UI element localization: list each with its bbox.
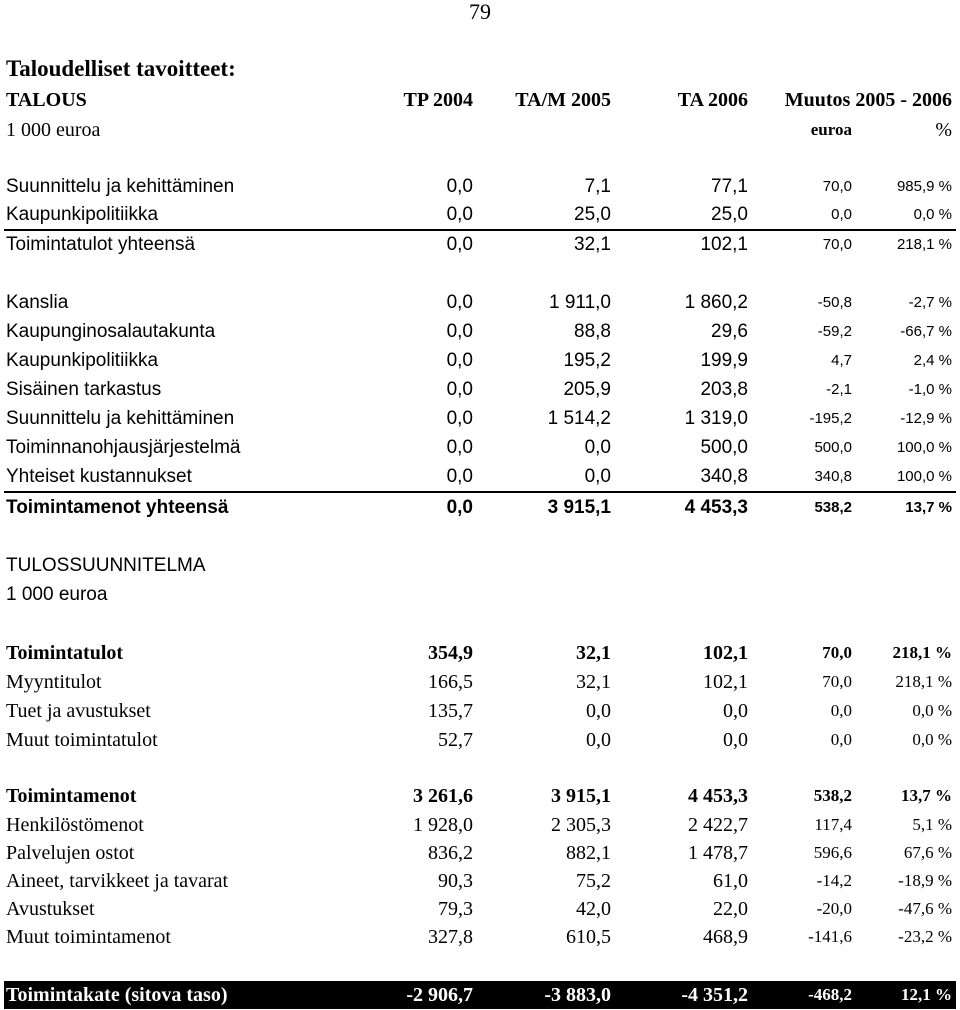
page-title: Taloudelliset tavoitteet: bbox=[6, 56, 236, 81]
cell-ta2006: 102,1 bbox=[700, 234, 748, 255]
row-label: Toimintakate (sitova taso) bbox=[6, 984, 228, 1006]
cell-tp2004: 836,2 bbox=[428, 842, 473, 864]
row-label: Myyntitulot bbox=[6, 671, 102, 693]
cell-ta2005: 610,5 bbox=[566, 926, 611, 948]
table-row bbox=[0, 839, 960, 867]
table-row bbox=[0, 811, 960, 839]
col-change-header: Muutos 2005 - 2006 bbox=[784, 89, 952, 111]
cell-change-pct: -66,7 % bbox=[900, 323, 952, 340]
cell-ta2005: 882,1 bbox=[566, 842, 611, 864]
row-label: Kaupunkipolitiikka bbox=[6, 204, 159, 225]
cell-change-pct: 0,0 % bbox=[913, 206, 952, 223]
table-row bbox=[0, 434, 960, 462]
cell-ta2006: 22,0 bbox=[713, 898, 748, 920]
cell-change-eur: 538,2 bbox=[813, 786, 852, 805]
row-label: Tuet ja avustukset bbox=[6, 700, 151, 722]
cell-ta2006: 0,0 bbox=[723, 729, 748, 751]
cell-change-eur: 538,2 bbox=[814, 499, 852, 516]
cell-change-pct: 100,0 % bbox=[896, 439, 952, 456]
cell-ta2006: 0,0 bbox=[723, 700, 748, 722]
row-label: Henkilöstömenot bbox=[6, 814, 144, 836]
cell-change-eur: 4,7 bbox=[831, 352, 852, 369]
cell-ta2005: 205,9 bbox=[563, 379, 611, 400]
table-row bbox=[0, 201, 960, 229]
cell-change-pct: -23,2 % bbox=[898, 927, 952, 946]
cell-change-eur: -20,0 bbox=[816, 899, 852, 918]
row-label: Palvelujen ostot bbox=[6, 842, 135, 864]
cell-tp2004: -2 906,7 bbox=[406, 984, 473, 1006]
cell-change-eur: 70,0 bbox=[822, 178, 852, 195]
cell-tp2004: 0,0 bbox=[446, 234, 473, 255]
cell-ta2005: 0,0 bbox=[586, 700, 611, 722]
cell-ta2006: 468,9 bbox=[703, 926, 748, 948]
cell-ta2006: 25,0 bbox=[711, 204, 748, 225]
row-label: Toimintamenot yhteensä bbox=[6, 497, 229, 518]
cell-change-pct: -18,9 % bbox=[898, 871, 952, 890]
row-label: Suunnittelu ja kehittäminen bbox=[6, 408, 235, 429]
cell-ta2006: 1 319,0 bbox=[684, 408, 748, 429]
cell-change-eur: 500,0 bbox=[814, 439, 852, 456]
section-heading bbox=[0, 552, 960, 580]
cell-tp2004: 166,5 bbox=[428, 671, 473, 693]
cell-change-eur: -195,2 bbox=[809, 410, 852, 427]
cell-ta2005: 1 514,2 bbox=[547, 408, 611, 429]
cell-change-pct: 12,1 % bbox=[901, 985, 952, 1004]
table-row bbox=[0, 867, 960, 895]
talous-label: TALOUS bbox=[6, 89, 87, 111]
tulos-heading: TULOSSUUNNITELMA bbox=[6, 555, 206, 576]
cell-tp2004: 3 261,6 bbox=[413, 785, 473, 807]
cell-tp2004: 0,0 bbox=[446, 466, 473, 487]
cell-tp2004: 52,7 bbox=[438, 729, 473, 751]
cell-ta2006: 4 453,3 bbox=[684, 497, 748, 518]
cell-change-eur: 0,0 bbox=[830, 730, 852, 749]
cell-change-pct: 13,7 % bbox=[901, 786, 952, 805]
table-row bbox=[0, 289, 960, 317]
cell-ta2006: 29,6 bbox=[711, 321, 748, 342]
row-label: Toimintatulot bbox=[6, 642, 124, 664]
table-row bbox=[0, 318, 960, 346]
cell-tp2004: 0,0 bbox=[446, 321, 473, 342]
cell-ta2006: 4 453,3 bbox=[688, 785, 748, 807]
unit-label: 1 000 euroa bbox=[6, 119, 101, 141]
cell-change-eur: 70,0 bbox=[822, 236, 852, 253]
cell-change-pct: 218,1 % bbox=[895, 672, 952, 691]
cell-ta2006: 500,0 bbox=[700, 437, 748, 458]
page-number: 79 bbox=[469, 0, 491, 24]
cell-ta2005: 195,2 bbox=[563, 350, 611, 371]
cell-change-eur: -50,8 bbox=[817, 294, 852, 311]
table-row bbox=[0, 895, 960, 923]
cell-tp2004: 0,0 bbox=[446, 350, 473, 371]
cell-tp2004: 0,0 bbox=[446, 292, 473, 313]
cell-change-eur: -468,2 bbox=[808, 985, 852, 1004]
row-label: Kaupunkipolitiikka bbox=[6, 350, 159, 371]
cell-change-eur: 70,0 bbox=[822, 672, 852, 691]
total-row bbox=[0, 231, 960, 259]
cell-tp2004: 79,3 bbox=[438, 898, 473, 920]
cell-change-pct: 985,9 % bbox=[896, 178, 952, 195]
table-row bbox=[0, 697, 960, 725]
cell-tp2004: 0,0 bbox=[446, 204, 473, 225]
table-row bbox=[0, 463, 960, 491]
cell-change-pct: -2,7 % bbox=[908, 294, 952, 311]
cell-tp2004: 90,3 bbox=[438, 870, 473, 892]
talous-unit-row bbox=[0, 116, 960, 144]
tulos-unit: 1 000 euroa bbox=[6, 584, 108, 605]
cell-ta2005: 25,0 bbox=[574, 204, 611, 225]
cell-change-eur: 70,0 bbox=[822, 643, 852, 662]
col-ta2005-header: TA/M 2005 bbox=[515, 89, 611, 111]
cell-change-pct: 13,7 % bbox=[905, 499, 952, 516]
cell-ta2005: 32,1 bbox=[574, 234, 611, 255]
table-row bbox=[0, 668, 960, 696]
cell-tp2004: 1 928,0 bbox=[413, 814, 473, 836]
cell-ta2005: 75,2 bbox=[576, 870, 611, 892]
cell-ta2006: 203,8 bbox=[700, 379, 748, 400]
cell-ta2005: 42,0 bbox=[576, 898, 611, 920]
row-label: Muut toimintamenot bbox=[6, 926, 171, 948]
cell-change-pct: 0,0 % bbox=[912, 730, 952, 749]
cell-change-pct: 0,0 % bbox=[912, 701, 952, 720]
cell-ta2005: 32,1 bbox=[576, 642, 611, 664]
row-label: Kaupunginosalautakunta bbox=[6, 321, 216, 342]
cell-tp2004: 0,0 bbox=[446, 379, 473, 400]
cell-change-pct: -1,0 % bbox=[908, 381, 952, 398]
table-row bbox=[0, 923, 960, 951]
cell-change-eur: 117,4 bbox=[814, 815, 852, 834]
cell-ta2005: 88,8 bbox=[574, 321, 611, 342]
cell-ta2005: 7,1 bbox=[584, 176, 611, 197]
cell-ta2006: 1 478,7 bbox=[688, 842, 748, 864]
cell-tp2004: 135,7 bbox=[428, 700, 473, 722]
cell-ta2005: 0,0 bbox=[584, 466, 611, 487]
cell-ta2006: 340,8 bbox=[700, 466, 748, 487]
table-row bbox=[0, 405, 960, 433]
cell-tp2004: 0,0 bbox=[446, 437, 473, 458]
table-row bbox=[0, 376, 960, 404]
cell-change-pct: -47,6 % bbox=[898, 899, 952, 918]
cell-ta2005: 0,0 bbox=[584, 437, 611, 458]
cell-ta2005: 3 915,1 bbox=[547, 497, 611, 518]
cell-tp2004: 0,0 bbox=[446, 408, 473, 429]
row-label: Kanslia bbox=[6, 292, 69, 313]
cell-change-pct: 2,4 % bbox=[913, 352, 952, 369]
cell-tp2004: 0,0 bbox=[446, 176, 473, 197]
cell-ta2005: 3 915,1 bbox=[551, 785, 611, 807]
row-label: Suunnittelu ja kehittäminen bbox=[6, 176, 235, 197]
cell-tp2004: 354,9 bbox=[428, 642, 473, 664]
cell-ta2006: 61,0 bbox=[713, 870, 748, 892]
cell-ta2006: 102,1 bbox=[703, 671, 748, 693]
cell-ta2006: 199,9 bbox=[700, 350, 748, 371]
row-label: Sisäinen tarkastus bbox=[6, 379, 162, 400]
cell-ta2005: -3 883,0 bbox=[544, 984, 611, 1006]
col-tp2004-header: TP 2004 bbox=[403, 89, 473, 111]
cell-tp2004: 327,8 bbox=[428, 926, 473, 948]
col-ta2006-header: TA 2006 bbox=[677, 89, 748, 111]
cell-ta2006: 1 860,2 bbox=[684, 292, 748, 313]
group-head-row bbox=[0, 639, 960, 667]
cell-change-eur: -2,1 bbox=[826, 381, 852, 398]
change-pct-unit: % bbox=[935, 119, 952, 141]
divider bbox=[4, 491, 956, 493]
change-eur-unit: euroa bbox=[810, 120, 852, 139]
unit-row bbox=[0, 581, 960, 609]
row-label: Aineet, tarvikkeet ja tavarat bbox=[6, 870, 229, 892]
cell-change-pct: 100,0 % bbox=[896, 468, 952, 485]
cell-change-pct: 5,1 % bbox=[912, 815, 952, 834]
row-label: Toiminnanohjausjärjestelmä bbox=[6, 437, 241, 458]
row-label: Muut toimintatulot bbox=[6, 729, 158, 751]
cell-change-eur: -14,2 bbox=[816, 871, 852, 890]
cell-change-eur: 0,0 bbox=[831, 206, 852, 223]
group-head-row bbox=[0, 782, 960, 810]
result-row bbox=[0, 981, 960, 1009]
cell-change-pct: 218,1 % bbox=[892, 643, 952, 662]
cell-ta2006: 2 422,7 bbox=[688, 814, 748, 836]
row-label: Yhteiset kustannukset bbox=[6, 466, 192, 487]
cell-change-pct: -12,9 % bbox=[900, 410, 952, 427]
row-label: Toimintatulot yhteensä bbox=[6, 234, 196, 255]
cell-change-eur: -141,6 bbox=[808, 927, 852, 946]
cell-ta2006: 77,1 bbox=[711, 176, 748, 197]
row-label: Toimintamenot bbox=[6, 785, 137, 807]
talous-header-row bbox=[0, 86, 960, 114]
cell-ta2005: 32,1 bbox=[576, 671, 611, 693]
cell-ta2005: 0,0 bbox=[586, 729, 611, 751]
cell-change-pct: 218,1 % bbox=[896, 236, 952, 253]
table-row bbox=[0, 726, 960, 754]
cell-change-eur: 596,6 bbox=[813, 843, 852, 862]
cell-ta2005: 2 305,3 bbox=[551, 814, 611, 836]
cell-ta2006: -4 351,2 bbox=[681, 984, 748, 1006]
cell-change-eur: -59,2 bbox=[817, 323, 852, 340]
cell-change-eur: 340,8 bbox=[814, 468, 852, 485]
cell-ta2006: 102,1 bbox=[703, 642, 748, 664]
cell-tp2004: 0,0 bbox=[446, 497, 473, 518]
table-row bbox=[0, 173, 960, 201]
row-label: Avustukset bbox=[6, 898, 95, 920]
cell-change-eur: 0,0 bbox=[830, 701, 852, 720]
table-row bbox=[0, 347, 960, 375]
total-row bbox=[0, 494, 960, 522]
cell-change-pct: 67,6 % bbox=[903, 843, 952, 862]
cell-ta2005: 1 911,0 bbox=[549, 292, 611, 313]
